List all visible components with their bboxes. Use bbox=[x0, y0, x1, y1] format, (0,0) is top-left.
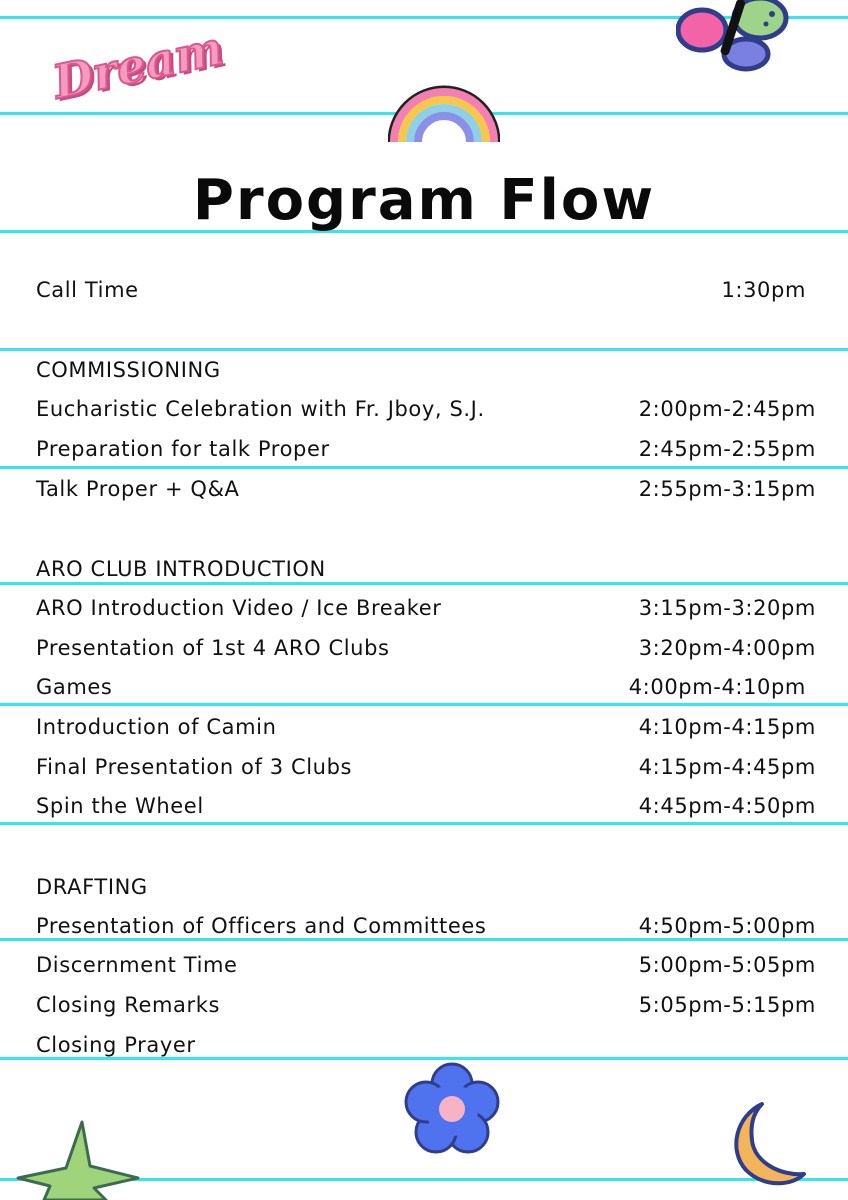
item-label: Spin the Wheel bbox=[36, 794, 204, 818]
list-item bbox=[36, 953, 816, 987]
list-item bbox=[36, 675, 816, 709]
rainbow-icon bbox=[388, 84, 500, 144]
flower-icon bbox=[404, 1062, 500, 1156]
item-time: 5:05pm-5:15pm bbox=[638, 993, 816, 1017]
item-time: 3:20pm-4:00pm bbox=[638, 636, 816, 660]
list-item bbox=[36, 794, 816, 828]
item-time: 4:50pm-5:00pm bbox=[638, 914, 816, 938]
item-time: 2:45pm-2:55pm bbox=[638, 437, 816, 461]
section-heading: ARO CLUB INTRODUCTION bbox=[36, 557, 326, 581]
item-label: Presentation of Officers and Committees bbox=[36, 914, 487, 938]
list-item bbox=[36, 715, 816, 749]
item-label: Preparation for talk Proper bbox=[36, 437, 330, 461]
butterfly-icon bbox=[676, 0, 794, 74]
dream-text: Dream bbox=[48, 20, 228, 110]
list-item bbox=[36, 477, 816, 511]
item-label: Talk Proper + Q&A bbox=[36, 477, 240, 501]
moon-icon bbox=[724, 1098, 810, 1188]
item-label: ARO Introduction Video / Ice Breaker bbox=[36, 596, 442, 620]
item-label: Closing Remarks bbox=[36, 993, 221, 1017]
item-label: Introduction of Camin bbox=[36, 715, 277, 739]
rule-line bbox=[0, 582, 848, 585]
item-time: 4:00pm-4:10pm bbox=[628, 675, 806, 699]
item-time: 4:15pm-4:45pm bbox=[638, 755, 816, 779]
rule-line bbox=[0, 348, 848, 351]
page-title: Program Flow bbox=[192, 168, 656, 233]
item-label: Final Presentation of 3 Clubs bbox=[36, 755, 353, 779]
dream-sticker bbox=[48, 21, 227, 110]
list-item bbox=[36, 437, 816, 471]
star-icon bbox=[10, 1118, 150, 1200]
list-item bbox=[36, 636, 816, 670]
list-item bbox=[36, 914, 816, 948]
item-time: 5:00pm-5:05pm bbox=[638, 953, 816, 977]
item-time: 4:10pm-4:15pm bbox=[638, 715, 816, 739]
item-time: 4:45pm-4:50pm bbox=[638, 794, 816, 818]
item-label: Closing Prayer bbox=[36, 1033, 196, 1057]
list-item bbox=[36, 755, 816, 789]
list-item bbox=[36, 596, 816, 630]
list-item bbox=[36, 397, 816, 431]
item-label: Presentation of 1st 4 ARO Clubs bbox=[36, 636, 390, 660]
section-heading: COMMISSIONING bbox=[36, 358, 221, 382]
item-time: 2:00pm-2:45pm bbox=[638, 397, 816, 421]
item-label: Discernment Time bbox=[36, 953, 238, 977]
section-heading: DRAFTING bbox=[36, 875, 148, 899]
item-label: Games bbox=[36, 675, 113, 699]
call-time-value: 1:30pm bbox=[721, 278, 806, 302]
item-label: Eucharistic Celebration with Fr. Jboy, S.J. bbox=[36, 397, 485, 421]
list-item bbox=[36, 993, 816, 1027]
call-time-label: Call Time bbox=[36, 278, 139, 302]
call-time-row bbox=[36, 278, 816, 312]
item-time: 2:55pm-3:15pm bbox=[638, 477, 816, 501]
item-time: 3:15pm-3:20pm bbox=[638, 596, 816, 620]
